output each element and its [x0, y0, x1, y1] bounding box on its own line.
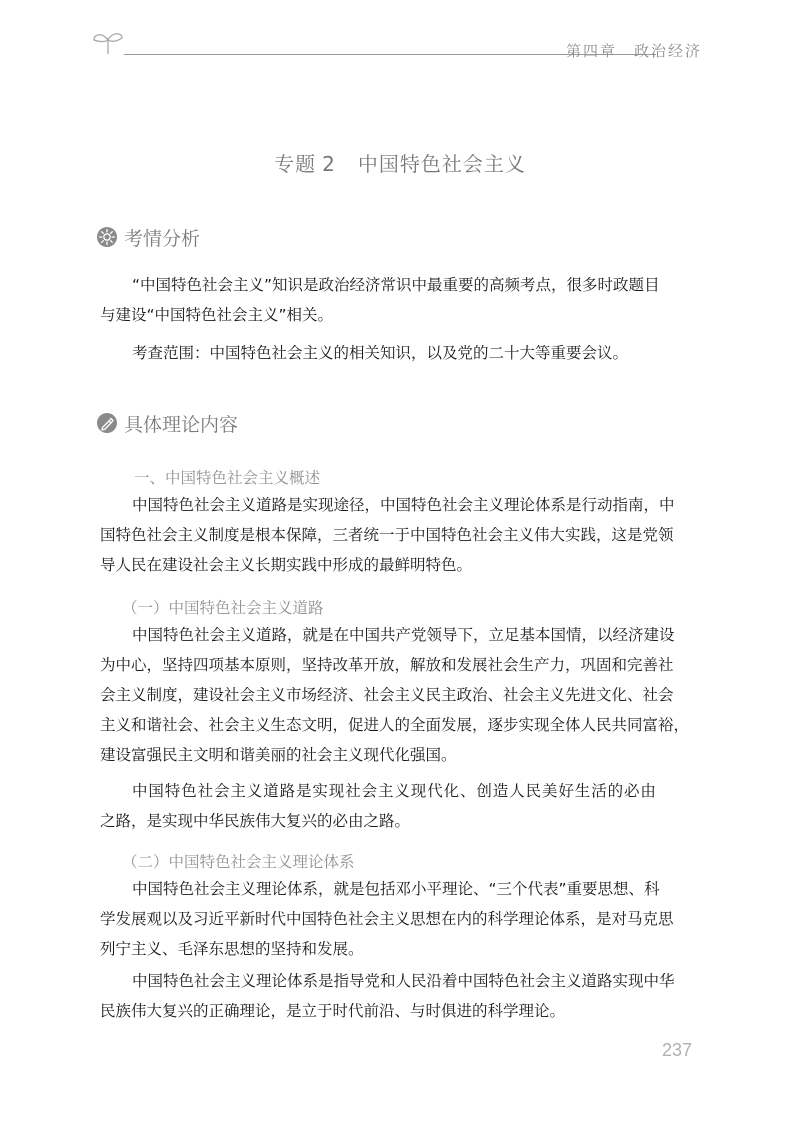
text-line: 国特色社会主义制度是根本保障，三者统一于中国特色社会主义伟大实践，这是党领: [100, 526, 674, 544]
text-line: 导人民在建设社会主义长期实践中形成的最鲜明特色。: [100, 556, 473, 574]
section-heading-label: 考情分析: [124, 227, 201, 250]
title-text: 中国特色社会主义: [357, 152, 526, 176]
title-prefix: 专题: [274, 152, 317, 176]
sprout-icon: [90, 28, 126, 56]
paragraph-analysis-1: [100, 270, 698, 330]
paragraph-overview: [100, 490, 698, 580]
sun-gear-icon: [96, 226, 118, 248]
chapter-label: 第四章 政治经济: [565, 42, 702, 60]
text-line: 为中心，坚持四项基本原则，坚持改革开放，解放和发展社会生产力，巩固和完善社: [100, 656, 674, 674]
section-heading-label: 具体理论内容: [124, 413, 239, 436]
text-line: 列宁主义、毛泽东思想的坚持和发展。: [100, 940, 364, 958]
text-line: 中国特色社会主义理论体系，就是包括邓小平理论、“三个代表”重要思想、科: [132, 880, 660, 898]
text-line: 与建设“中国特色社会主义”相关。: [100, 306, 334, 324]
paragraph-analysis-2: [100, 338, 698, 368]
text-line: 之路，是实现中华民族伟大复兴的必由之路。: [100, 812, 411, 830]
text-line: 学发展观以及习近平新时代中国特色社会主义思想在内的科学理论体系，是对马克思: [100, 910, 674, 928]
paragraph-theory-1: [100, 874, 698, 964]
subheading-theory-system: （二）中国特色社会主义理论体系: [122, 853, 355, 871]
paragraph-road-2: [100, 776, 698, 836]
text-line: “中国特色社会主义”知识是政治经济常识中最重要的高频考点，很多时政题目: [132, 276, 660, 294]
section-heading-theory: [96, 408, 238, 438]
text-line: 民族伟大复兴的正确理论，是立于时代前沿、与时俱进的科学理论。: [100, 1002, 566, 1020]
text-line: 主义和谐社会、社会主义生态文明，促进人的全面发展，逐步实现全体人民共同富裕，: [100, 716, 690, 734]
text-line: 中国特色社会主义道路是实现社会主义现代化、创造人民美好生活的必由: [132, 782, 657, 800]
text-line: 中国特色社会主义道路是实现途径，中国特色社会主义理论体系是行动指南，中: [132, 496, 675, 514]
paragraph-theory-2: [100, 966, 698, 1026]
text-line: 会主义制度，建设社会主义市场经济、社会主义民主政治、社会主义先进文化、社会: [100, 686, 674, 704]
pen-nib-icon: [96, 412, 118, 434]
subheading-overview: 一、中国特色社会主义概述: [134, 469, 321, 487]
paragraph-road-1: [100, 620, 698, 770]
text-line: 考查范围：中国特色社会主义的相关知识，以及党的二十大等重要会议。: [132, 344, 629, 362]
text-line: 建设富强民主文明和谐美丽的社会主义现代化强国。: [100, 746, 457, 764]
text-line: 中国特色社会主义道路，就是在中国共产党领导下，立足基本国情，以经济建设: [132, 626, 675, 644]
subheading-road: （一）中国特色社会主义道路: [122, 599, 324, 617]
section-heading-analysis: [96, 222, 200, 252]
page-title: [0, 148, 800, 177]
title-number: 2: [322, 152, 336, 176]
running-header: [90, 26, 702, 66]
page-number: 237: [661, 1040, 692, 1060]
text-line: 中国特色社会主义理论体系是指导党和人民沿着中国特色社会主义道路实现中华: [132, 972, 675, 990]
